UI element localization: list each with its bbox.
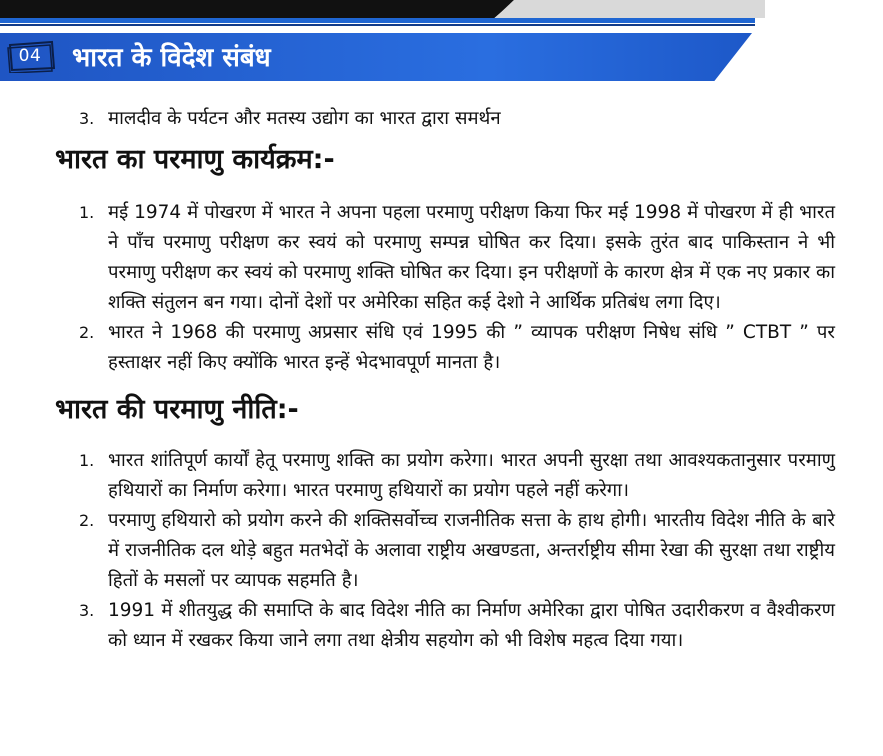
blue-rule xyxy=(0,18,755,23)
main-content xyxy=(55,104,835,656)
intro-list xyxy=(55,104,835,134)
list-number: 1. xyxy=(79,203,95,222)
nuclear-program-list xyxy=(55,198,835,378)
list-text: भारत शांतिपूर्ण कार्यों हेतू परमाणु शक्ति का प्रयोग करेगा। भारत अपनी सुरक्षा तथा आवश्यकतानुसार परमाणु हथियारों का निर्माण करेगा। भारत परमाणु हथियारों का प्रयोग पहले नहीं करेगा। xyxy=(108,450,835,501)
list-item xyxy=(55,506,835,596)
page-title: भारत के विदेश संबंध xyxy=(72,43,271,73)
list-number: 2. xyxy=(79,323,95,342)
list-number: 1. xyxy=(79,451,95,470)
list-item xyxy=(55,446,835,506)
nuclear-policy-list xyxy=(55,446,835,656)
chapter-number: 04 xyxy=(18,46,42,66)
list-number: 2. xyxy=(79,511,95,530)
list-text: मालदीव के पर्यटन और मतस्य उद्योग का भारत द्वारा समर्थन xyxy=(108,108,501,129)
list-item xyxy=(55,104,835,134)
list-item xyxy=(55,198,835,318)
list-text: भारत ने 1968 की परमाणु अप्रसार संधि एवं 1995 की ” व्यापक परीक्षण निषेध संधि ” CTBT ” पर हस्ताक्षर नहीं किए क्योंकि भारत इन्हें भेदभावपूर्ण मानता है। xyxy=(108,322,835,373)
list-item xyxy=(55,318,835,378)
list-text: 1991 में शीतयुद्ध की समाप्ति के बाद विदेश नीति का निर्माण अमेरिका द्वारा पोषित उदारीकरण व वैश्वीकरण को ध्यान में रखकर किया जाने लगा तथा क्षेत्रीय सहयोग को भी विशेष महत्व दिया गया। xyxy=(108,600,835,651)
list-text: परमाणु हथियारो को प्रयोग करने की शक्तिसर्वोच्च राजनीतिक सत्ता के हाथ होगी। भारतीय विदेश नीति के बारे में राजनीतिक दल थोड़े बहुत मतभेदों के अलावा राष्ट्रीय अखण्डता, अन्तर्राष्ट्रीय सीमा रेखा की सुरक्षा तथा राष्ट्रीय हितों के मसलों पर व्यापक सहमति है। xyxy=(108,510,835,591)
top-black-band xyxy=(0,0,515,18)
list-number: 3. xyxy=(79,601,95,620)
section-heading-nuclear-policy: भारत की परमाणु नीति:- xyxy=(55,394,299,425)
list-item xyxy=(55,596,835,656)
dark-rule xyxy=(0,24,755,26)
list-text: मई 1974 में पोखरण में भारत ने अपना पहला परमाणु परीक्षण किया फिर मई 1998 में पोखरण में ही भारत ने पाँच परमाणु परीक्षण कर स्वयं को परमाणु सम्पन्न घोषित कर दिया। इसके तुरंत बाद पाकिस्तान ने भी परमाणु परीक्षण कर स्वयं को परमाणु शक्ति घोषित कर दिया। इन परीक्षणों के कारण क्षेत्र में एक नए प्रकार का शक्ति संतुलन बन गया। दोनों देशों पर अमेरिका सहित कई देशो ने आर्थिक प्रतिबंध लगा दिए। xyxy=(108,202,835,313)
section-heading-nuclear-program: भारत का परमाणु कार्यक्रम:- xyxy=(55,144,335,175)
list-number: 3. xyxy=(79,109,95,128)
top-gray-band xyxy=(495,0,765,18)
